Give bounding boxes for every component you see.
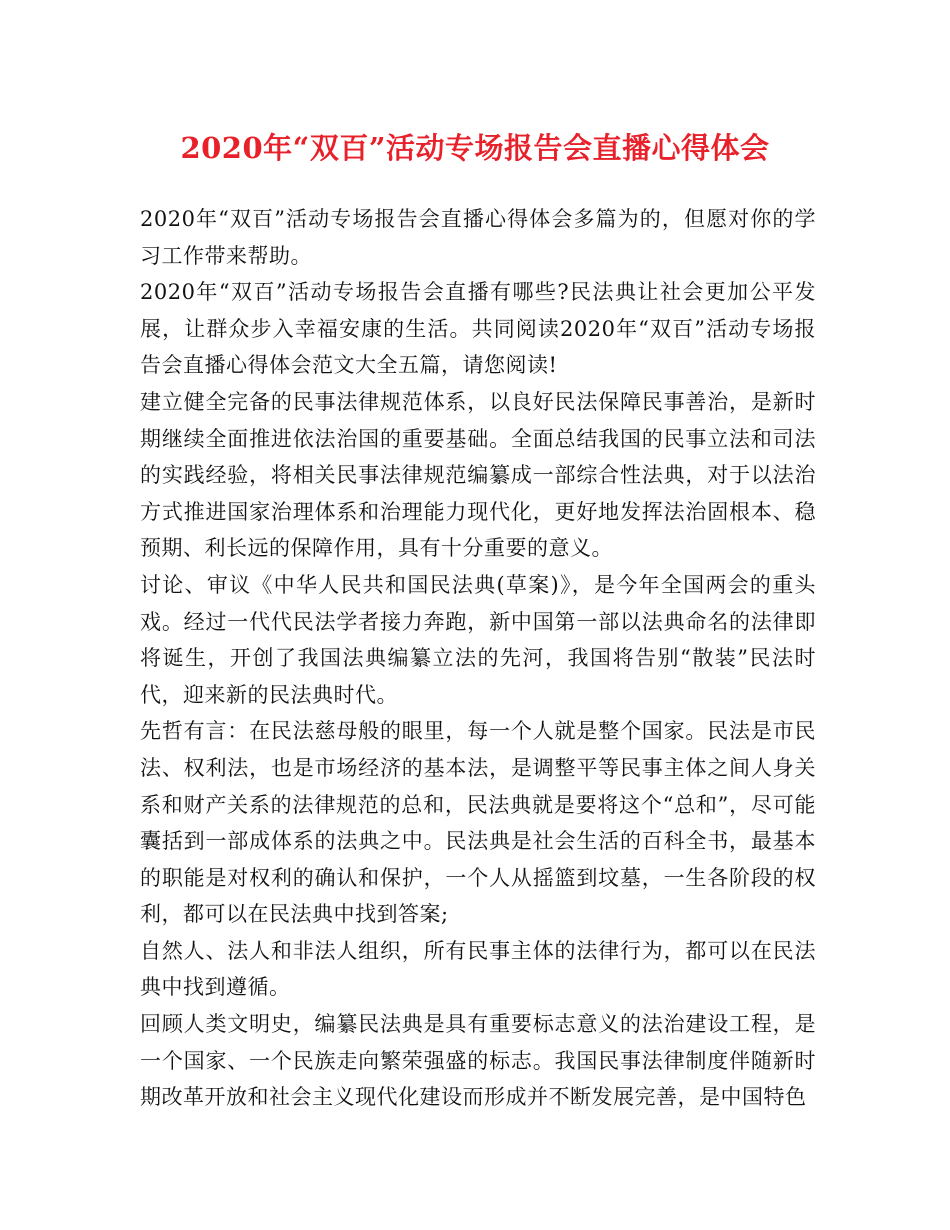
- paragraph-intro: 2020年“双百”活动专场报告会直播心得体会多篇为的，但愿对你的学习工作带来帮助。: [140, 207, 816, 268]
- document-title: 2020年“双百”活动专场报告会直播心得体会: [180, 131, 770, 165]
- paragraph-sages-saying: 先哲有言：在民法慈母般的眼里，每一个人就是整个国家。民法是市民法、权利法，也是市场经济的基本法，是调整平等民事主体之间人身关系和财产关系的法律规范的总和，民法典就是要将这个“总和”，尽可能囊括到一部成体系的法典之中。民法典是社会生活的百科全书，最基本的职能是对权利的确认和保护，一个人从摇篮到坟墓，一生各阶段的权利，都可以在民法典中找到答案;: [140, 719, 816, 927]
- paragraph-civil-subjects: 自然人、法人和非法人组织，所有民事主体的法律行为，都可以在民法典中找到遵循。: [140, 938, 816, 1000]
- paragraph-history: 回顾人类文明史，编纂民法典是具有重要标志意义的法治建设工程，是一个国家、一个民族走向繁荣强盛的标志。我国民事法律制度伴随新时期改革开放和社会主义现代化建设而形成并不断发展完善，是中国特色: [140, 1012, 816, 1110]
- paragraph-question: 2020年“双百”活动专场报告会直播有哪些?民法典让社会更加公平发展，让群众步入幸福安康的生活。共同阅读2020年“双百”活动专场报告会直播心得体会范文大全五篇，请您阅读!: [140, 280, 816, 378]
- document-body: [140, 201, 816, 1116]
- paragraph-review-draft: 讨论、审议《中华人民共和国民法典(草案)》，是今年全国两会的重头戏。经过一代代民法学者接力奔跑，新中国第一部以法典命名的法律即将诞生，开创了我国法典编纂立法的先河，我国将告别“散装”民法时代，迎来新的民法典时代。: [140, 572, 816, 707]
- paragraph-legal-system: 建立健全完备的民事法律规范体系，以良好民法保障民事善治，是新时期继续全面推进依法治国的重要基础。全面总结我国的民事立法和司法的实践经验，将相关民事法律规范编纂成一部综合性法典，对于以法治方式推进国家治理体系和治理能力现代化，更好地发挥法治固根本、稳预期、利长远的保障作用，具有十分重要的意义。: [140, 389, 816, 561]
